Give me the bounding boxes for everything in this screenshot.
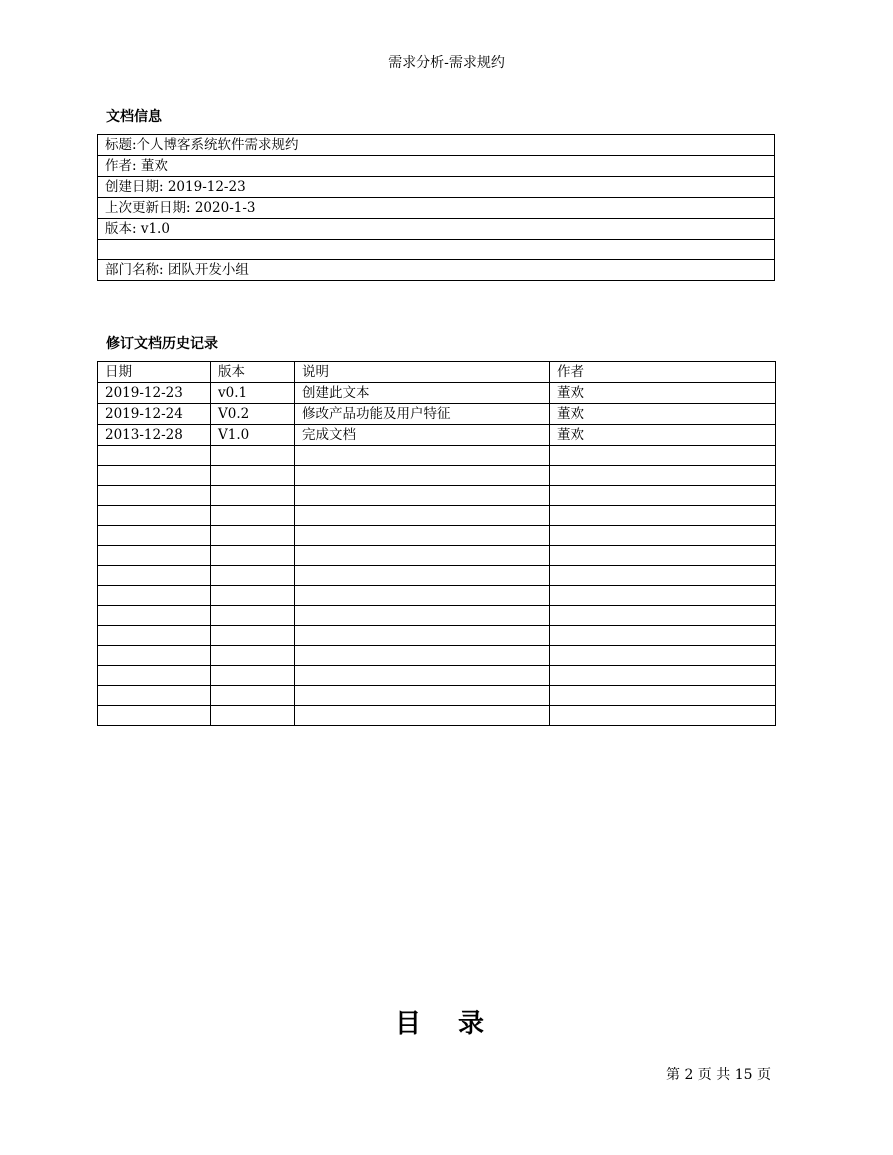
history-cell: 2019-12-24	[98, 404, 211, 425]
history-cell	[211, 706, 295, 726]
doc-info-row	[98, 198, 775, 219]
history-row	[98, 706, 776, 726]
doc-info-cell: 部门名称: 团队开发小组	[98, 260, 775, 281]
history-cell	[295, 626, 550, 646]
page-header: 需求分析-需求规约	[388, 55, 505, 71]
history-cell	[550, 526, 776, 546]
history-cell	[211, 586, 295, 606]
history-cell	[550, 486, 776, 506]
history-row	[98, 466, 776, 486]
history-cell	[211, 506, 295, 526]
history-cell	[295, 646, 550, 666]
history-cell	[550, 666, 776, 686]
doc-info-cell: 版本: v1.0	[98, 219, 775, 240]
revision-history-table	[97, 361, 776, 726]
history-row	[98, 526, 776, 546]
doc-info-cell: 上次更新日期: 2020-1-3	[98, 198, 775, 219]
history-cell	[98, 446, 211, 466]
history-cell: v0.1	[211, 383, 295, 404]
history-cell	[295, 706, 550, 726]
history-cell	[550, 566, 776, 586]
history-cell	[98, 486, 211, 506]
history-cell: 2013-12-28	[98, 425, 211, 446]
history-cell: 创建此文本	[295, 383, 550, 404]
history-cell	[211, 666, 295, 686]
history-column-header: 版本	[211, 362, 295, 383]
history-row	[98, 666, 776, 686]
doc-info-cell: 创建日期: 2019-12-23	[98, 177, 775, 198]
history-cell: V0.2	[211, 404, 295, 425]
history-cell: 2019-12-23	[98, 383, 211, 404]
history-cell	[550, 546, 776, 566]
doc-info-cell: 标题:个人博客系统软件需求规约	[98, 135, 775, 156]
history-cell	[295, 486, 550, 506]
history-cell	[550, 466, 776, 486]
history-cell	[211, 566, 295, 586]
history-cell	[98, 646, 211, 666]
history-row	[98, 546, 776, 566]
history-cell	[295, 686, 550, 706]
doc-info-table	[97, 134, 775, 281]
history-cell	[550, 506, 776, 526]
history-cell	[98, 606, 211, 626]
history-cell	[550, 606, 776, 626]
history-cell: 完成文档	[295, 425, 550, 446]
history-cell: 董欢	[550, 383, 776, 404]
history-row	[98, 686, 776, 706]
history-row	[98, 446, 776, 466]
history-cell: 修改产品功能及用户特征	[295, 404, 550, 425]
history-cell	[295, 666, 550, 686]
history-row	[98, 646, 776, 666]
history-row	[98, 506, 776, 526]
history-cell	[98, 566, 211, 586]
history-cell: V1.0	[211, 425, 295, 446]
history-cell	[211, 626, 295, 646]
doc-info-row	[98, 260, 775, 281]
history-cell	[98, 526, 211, 546]
page-number: 第 2 页 共 15 页	[666, 1067, 771, 1083]
history-header-row	[98, 362, 776, 383]
history-cell	[550, 646, 776, 666]
history-cell	[295, 446, 550, 466]
doc-info-row	[98, 240, 775, 260]
history-cell	[98, 706, 211, 726]
history-row	[98, 566, 776, 586]
history-row	[98, 383, 776, 404]
history-row	[98, 425, 776, 446]
history-cell	[295, 586, 550, 606]
history-cell: 董欢	[550, 404, 776, 425]
history-cell	[295, 566, 550, 586]
history-row	[98, 606, 776, 626]
history-row	[98, 626, 776, 646]
history-cell	[98, 666, 211, 686]
history-heading: 修订文档历史记录	[106, 336, 218, 352]
history-cell	[98, 586, 211, 606]
history-cell	[98, 626, 211, 646]
history-cell	[550, 686, 776, 706]
history-cell	[295, 466, 550, 486]
history-cell	[550, 446, 776, 466]
history-cell	[550, 626, 776, 646]
history-cell	[98, 466, 211, 486]
history-cell	[295, 606, 550, 626]
history-cell	[98, 686, 211, 706]
history-cell: 董欢	[550, 425, 776, 446]
history-cell	[211, 546, 295, 566]
history-row	[98, 586, 776, 606]
doc-info-cell: 作者: 董欢	[98, 156, 775, 177]
history-cell	[211, 446, 295, 466]
history-cell	[211, 466, 295, 486]
doc-info-heading: 文档信息	[106, 109, 162, 125]
history-column-header: 作者	[550, 362, 776, 383]
history-row	[98, 404, 776, 425]
history-cell	[295, 546, 550, 566]
history-row	[98, 486, 776, 506]
doc-info-row	[98, 177, 775, 198]
history-cell	[295, 506, 550, 526]
history-cell	[98, 506, 211, 526]
history-cell	[550, 706, 776, 726]
doc-info-row	[98, 219, 775, 240]
doc-info-row	[98, 135, 775, 156]
history-column-header: 日期	[98, 362, 211, 383]
history-cell	[98, 546, 211, 566]
doc-info-row	[98, 156, 775, 177]
history-cell	[550, 586, 776, 606]
history-cell	[211, 526, 295, 546]
history-cell	[211, 606, 295, 626]
history-cell	[211, 486, 295, 506]
history-column-header: 说明	[295, 362, 550, 383]
history-cell	[211, 646, 295, 666]
history-cell	[211, 686, 295, 706]
history-cell	[295, 526, 550, 546]
toc-title: 目 录	[394, 1009, 499, 1039]
doc-info-cell	[98, 240, 775, 260]
